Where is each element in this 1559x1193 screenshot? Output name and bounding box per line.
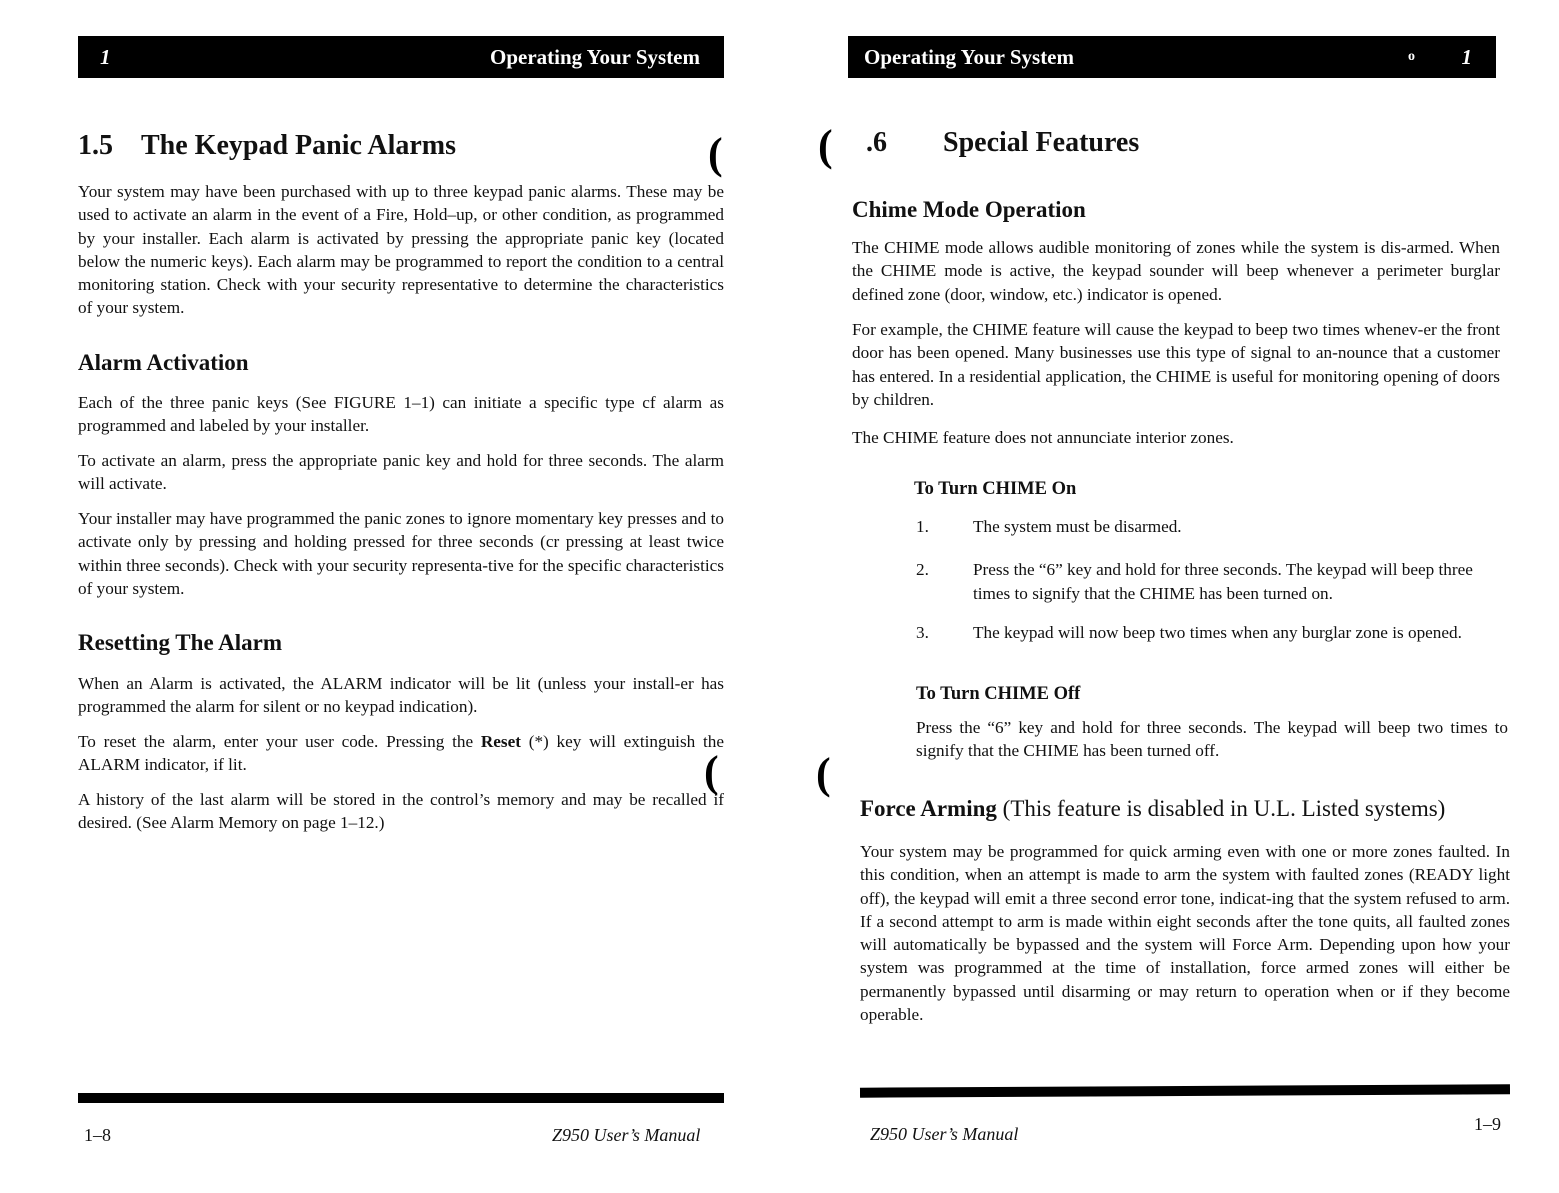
resetting-heading: Resetting The Alarm (78, 630, 283, 655)
chapter-number: 1 (1461, 45, 1472, 69)
footer-rule (860, 1084, 1510, 1097)
paragraph: To activate an alarm, press the appropriate panic key and hold for three seconds. The alarm will activate. (78, 451, 724, 494)
paragraph: Your system may be programmed for quick arming even with one or more zones faulted. In this condition, when an attempt is made to arm the system with faulted zones (READY light off), the keypad will emit a three second error tone, indicat-ing that the system refused to arm. If a second attempt to arm is made within eight seconds after the tone quits, all faulted zones will automatically be bypassed and the system will Force Arm. Depending upon how your system was programmed at the time of installation, force armed zones will either be permanently bypassed until disarming or may return to operation when or if they become operable. (860, 842, 1510, 1025)
left-header-bar (78, 36, 724, 78)
header-title: Operating Your System (490, 45, 700, 69)
paragraph: When an Alarm is activated, the ALARM indicator will be lit (unless your install-er has programmed the alarm for silent or no keypad indication). (78, 674, 724, 717)
header-title: Operating Your System (864, 45, 1074, 69)
paragraph: For example, the CHIME feature will cause the keypad to beep two times whenev-er the front door has been opened. Many businesses use this type of signal to an-nounce that a customer has entered. In a residential application, the CHIME is useful for monitoring opening of doors by children. (852, 320, 1500, 409)
force-arming-heading (860, 796, 1445, 822)
text: To reset the alarm, enter your user code. Pressing the (78, 732, 481, 751)
right-header-bar (848, 36, 1496, 78)
bullet-mark: o (1408, 49, 1415, 64)
scan-mark: ( (704, 747, 719, 796)
page-number: 1–9 (1474, 1114, 1501, 1134)
turn-on-heading: To Turn CHIME On (914, 479, 1077, 499)
text: (*) key will extinguish the ALARM indicator, if lit. (78, 732, 724, 775)
scan-mark: ( (818, 121, 833, 170)
turn-off-heading: To Turn CHIME Off (916, 684, 1081, 704)
heading-note: (This feature is disabled in U.L. Listed systems) (996, 796, 1446, 821)
heading-text: Force Arming (860, 796, 997, 821)
paragraph: Press the “6” key and hold for three seconds. The keypad will beep two times to signify that the CHIME has been turned off. (916, 718, 1508, 761)
step-text: Press the “6” key and hold for three seconds. The keypad will beep three times to signify that the CHIME has been turned on. (973, 560, 1473, 603)
step-text: The system must be disarmed. (973, 517, 1182, 536)
step-number: 2. (916, 560, 929, 579)
manual-title: Z950 User’s Manual (870, 1124, 1019, 1144)
alarm-activation-heading: Alarm Activation (78, 350, 249, 375)
paragraph: Each of the three panic keys (See FIGURE 1–1) can initiate a specific type cf alarm as programmed and labeled by your installer. (78, 393, 724, 436)
section-title: 1.5 The Keypad Panic Alarms (78, 130, 457, 161)
paragraph: The CHIME mode allows audible monitoring of zones while the system is dis-armed. When the CHIME mode is active, the keypad sounder will beep whenever a perimeter burglar defined zone (door, window, etc.) indicator is opened. (852, 238, 1500, 304)
step-text: The keypad will now beep two times when any burglar zone is opened. (973, 623, 1462, 642)
scan-mark: ( (708, 129, 723, 178)
scan-mark: ( (816, 749, 831, 798)
manual-title: Z950 User’s Manual (552, 1125, 701, 1145)
chime-heading: Chime Mode Operation (852, 197, 1086, 222)
paragraph: A history of the last alarm will be stored in the control’s memory and may be recalled if desired. (See Alarm Memory on page 1–12.) (78, 790, 724, 833)
step-number: 3. (916, 623, 929, 642)
paragraph: The CHIME feature does not annunciate interior zones. (852, 428, 1234, 447)
reset-key-label: Reset (480, 732, 521, 751)
chapter-number: 1 (100, 45, 111, 69)
section-title: .6 Special Features (866, 127, 1140, 158)
paragraph (78, 730, 724, 777)
intro-paragraph: Your system may have been purchased with up to three keypad panic alarms. These may be used to activate an alarm in the event of a Fire, Hold–up, or other condition, as programmed by your installer. Each alarm is activated by pressing the appropriate panic key (located below the numeric keys). Each alarm may be programmed to report the condition to a central monitoring station. Check with your security representative to determine the characteristics of your system. (78, 182, 724, 318)
paragraph: Your installer may have programmed the panic zones to ignore momentary key presses and to activate only by pressing and holding pressed for three seconds (cr pressing at least twice within three seconds). Check with your security representa-tive for the specific characteristics of your system. (78, 509, 724, 598)
page-number: 1–8 (84, 1125, 111, 1145)
step-number: 1. (916, 517, 929, 536)
footer-rule (78, 1093, 724, 1103)
